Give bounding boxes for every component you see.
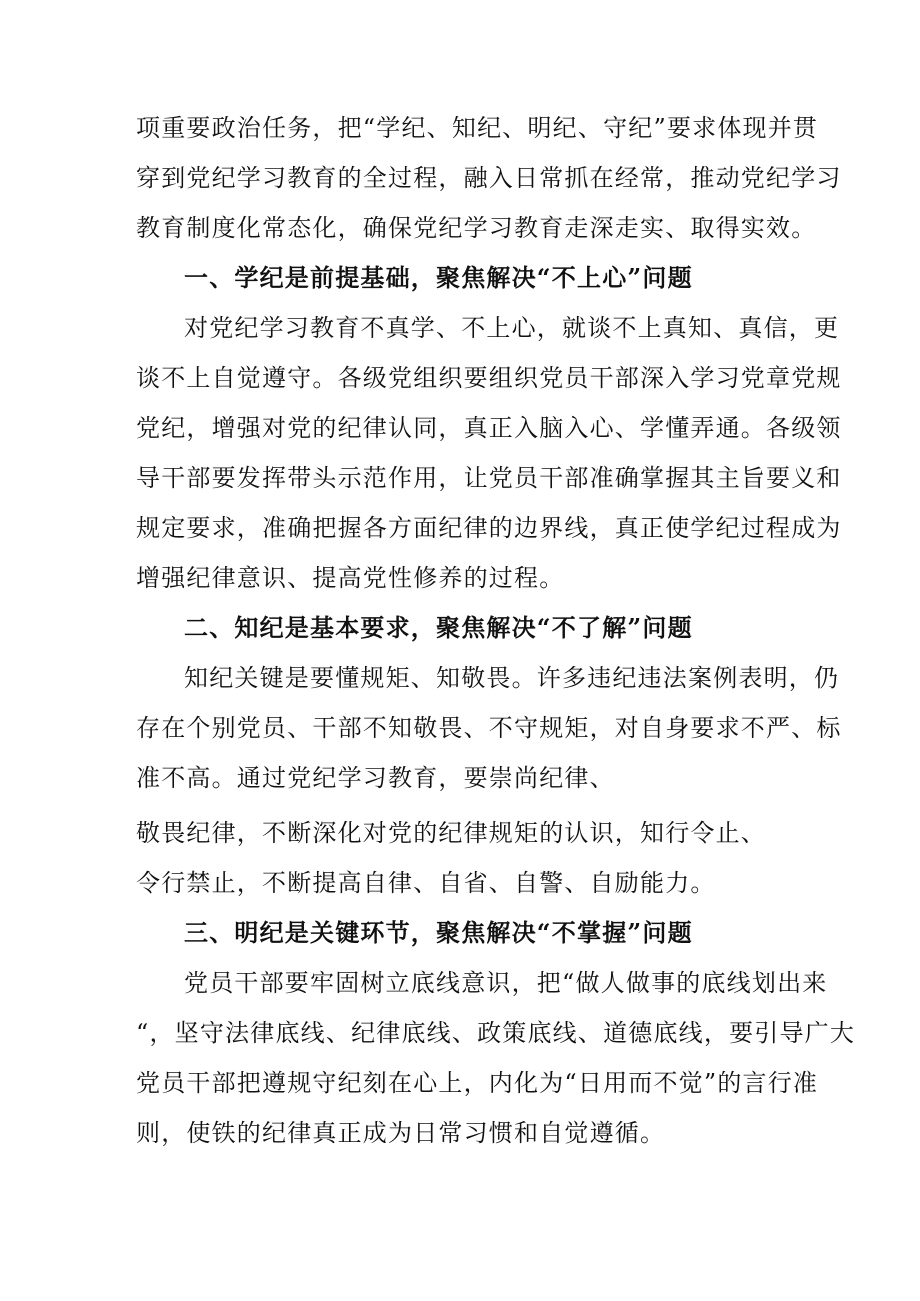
body-text-line: 党员干部把遵规守纪刻在心上，内化为“日用而不觉”的言行准 (136, 1069, 819, 1097)
body-text-line: 教育制度化常态化，确保党纪学习教育走深走实、取得实效。 (136, 214, 817, 242)
body-text-line: 谈不上自觉遵守。各级党组织要组织党员干部深入学习党章党规 (136, 364, 842, 392)
body-text-line: 导干部要发挥带头示范作用，让党员干部准确掌握其主旨要义和 (136, 464, 842, 492)
body-text-line: “，坚守法律底线、纪律底线、政策底线、道德底线，要引导广大 (136, 1019, 856, 1047)
body-text-line: 存在个别党员、干部不知敬畏、不守规矩，对自身要求不严、标 (136, 714, 842, 742)
body-text-line: 对党纪学习教育不真学、不上心，就谈不上真知、真信，更 (184, 314, 840, 342)
body-text-line: 增强纪律意识、提高党性修养的过程。 (136, 564, 565, 592)
section-heading-2: 二、知纪是基本要求，聚焦解决“不了解”问题 (184, 613, 693, 642)
body-text-line: 准不高。通过党纪学习教育，要崇尚纪律、 (136, 764, 615, 792)
body-text-line: 党纪，增强对党的纪律认同，真正入脑入心、学懂弄通。各级领 (136, 414, 842, 442)
body-text-line: 则，使铁的纪律真正成为日常习惯和自觉遵循。 (136, 1119, 666, 1147)
body-text-line: 规定要求，准确把握各方面纪律的边界线，真正使学纪过程成为 (136, 514, 842, 542)
body-text-line: 知纪关键是要懂规矩、知敬畏。许多违纪违法案例表明，仍 (184, 664, 840, 692)
section-heading-1: 一、学纪是前提基础，聚焦解决“不上心”问题 (184, 263, 693, 292)
section-heading-3: 三、明纪是关键环节，聚焦解决“不掌握”问题 (184, 918, 693, 947)
body-text-line: 穿到党纪学习教育的全过程，融入日常抓在经常，推动党纪学习 (136, 164, 842, 192)
body-text-line: 项重要政治任务，把“学纪、知纪、明纪、守纪”要求体现并贯 (136, 114, 819, 142)
body-text-line: 令行禁止，不断提高自律、自省、自警、自励能力。 (136, 869, 716, 897)
body-text-line: 敬畏纪律，不断深化对党的纪律规矩的认识，知行令止、 (136, 819, 766, 847)
body-text-line: 党员干部要牢固树立底线意识，把“做人做事的底线划出来 (184, 969, 828, 997)
